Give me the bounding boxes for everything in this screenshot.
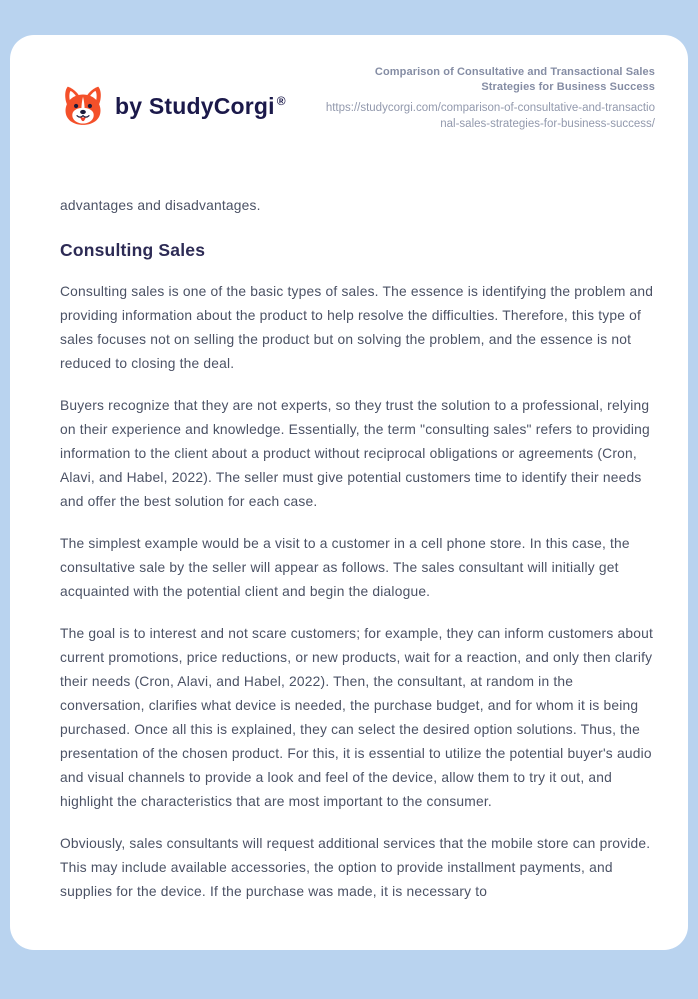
corgi-logo-icon: [60, 78, 106, 134]
document-header: [60, 62, 655, 170]
section-heading: Consulting Sales: [60, 240, 206, 260]
studycorgi-logo: [60, 78, 286, 134]
article-body: [60, 194, 655, 904]
document-url-link[interactable]: https://studycorgi.com/comparison-of-consultative-and-transactional-sales-strategies-for-business-success/: [325, 102, 655, 130]
article-paragraph: Consulting sales is one of the basic types of sales. The essence is identifying the problem and providing information about the product to help resolve the difficulties. Therefore, this type of sales focuses not on selling the product but on solving the problem, and the essence is not reduced to closing the deal.: [60, 284, 654, 371]
intro-fragment-paragraph: advantages and disadvantages.: [60, 198, 261, 213]
document-meta: [325, 62, 655, 132]
registered-trademark: ®: [276, 93, 286, 108]
brand-wordmark: by StudyCorgi ®: [115, 92, 286, 119]
document-card: [10, 35, 688, 950]
article-paragraph: Obviously, sales consultants will request additional services that the mobile store can provide. This may include available accessories, the option to provide installment payments, and supplies for the device. If the purchase was made, it is necessary to: [60, 836, 651, 899]
article-paragraph: The goal is to interest and not scare customers; for example, they can inform customers about current promotions, price reductions, or new products, wait for a reaction, and only then clarify their needs (Cron, Alavi, and Habel, 2022). Then, the consultant, at random in the conversation, clarifies what device is needed, the purchase budget, and for whom it is being purchased. Once all this is explained, they can select the desired option solutions. Thus, the presentation of the chosen product. For this, it is essential to utilize the potential buyer's audio and visual channels to provide a look and feel of the device, allow them to try it out, and highlight the characteristics that are most important to the consumer.: [60, 626, 653, 809]
article-paragraph: Buyers recognize that they are not experts, so they trust the solution to a professional, relying on their experience and knowledge. Essentially, the term "consulting sales" refers to providing information to the client about a product without reciprocal obligations or agreements (Cron, Alavi, and Habel, 2022). The seller must give potential customers time to identify their needs and offer the best solution for each case.: [60, 398, 650, 509]
document-title: Comparison of Consultative and Transactional Sales Strategies for Business Success: [374, 66, 655, 93]
article-paragraph: The simplest example would be a visit to a customer in a cell phone store. In this case, the consultative sale by the seller will appear as follows. The sales consultant will initially get acquainted with the potential client and begin the dialogue.: [60, 536, 630, 599]
